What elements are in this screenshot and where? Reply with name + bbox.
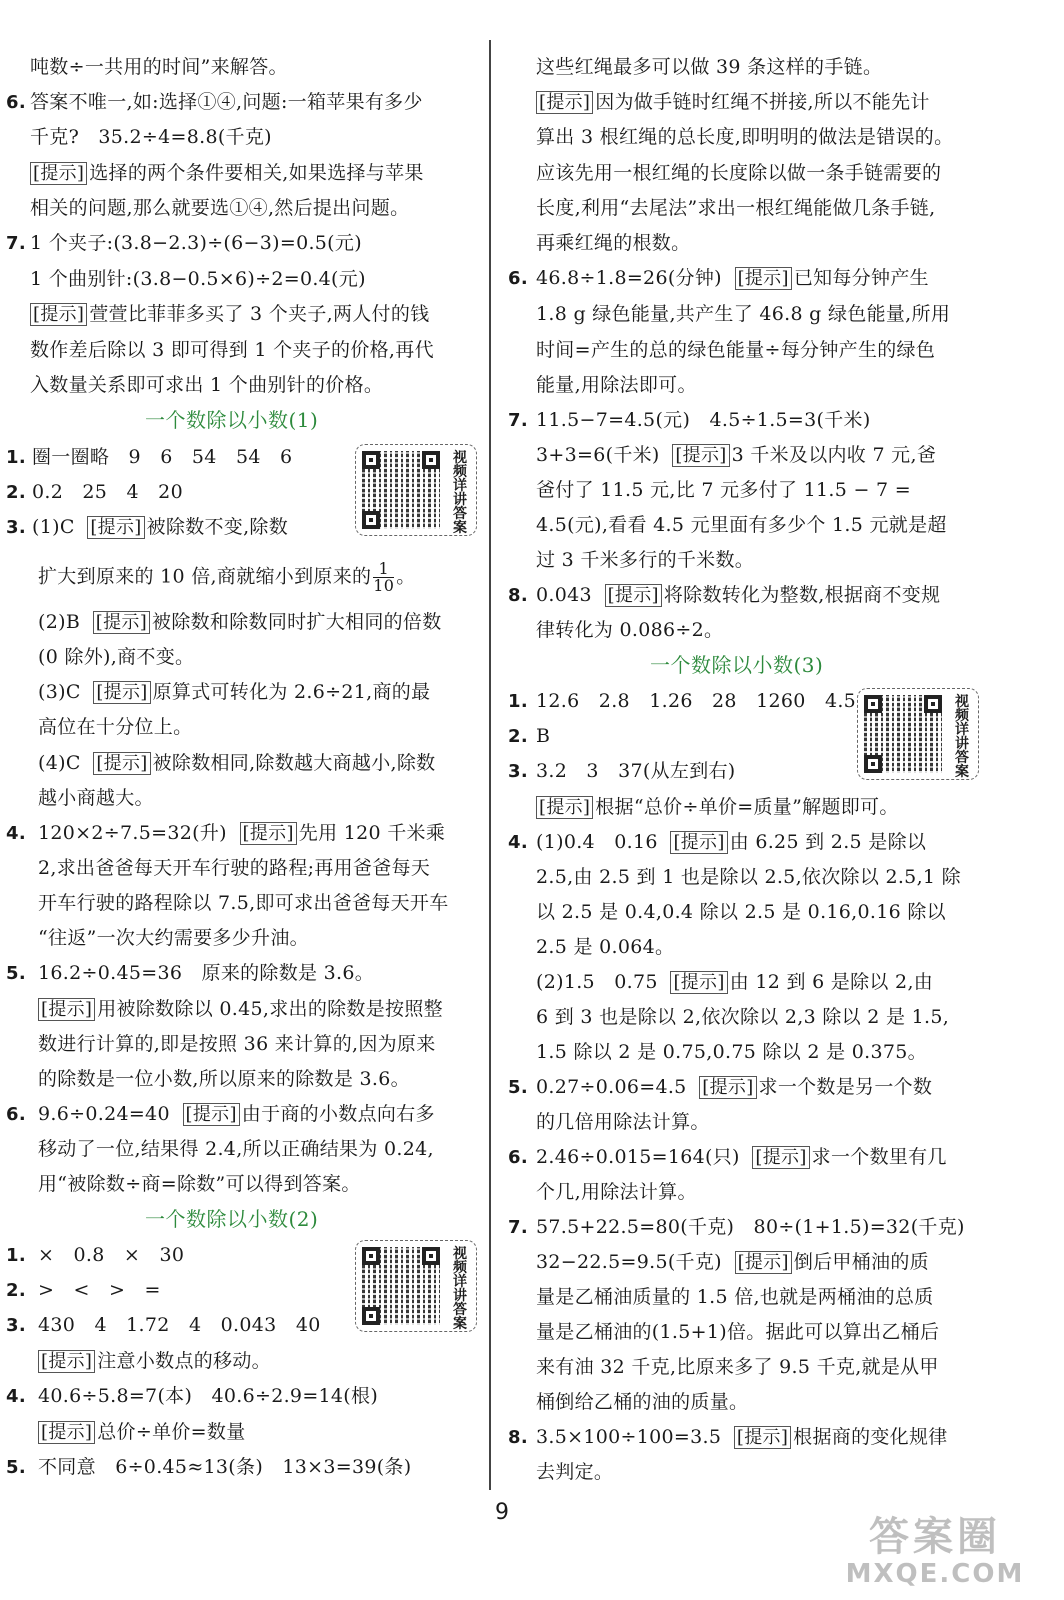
qr-finder bbox=[422, 451, 440, 469]
text-line: 爸付了 11.5 元,比 7 元多付了 11.5 − 7 = bbox=[536, 479, 911, 501]
text-line: 长度,利用“去尾法”求出一根红绳能做几条手链, bbox=[536, 197, 936, 219]
text-line: 越小商越大。 bbox=[38, 787, 154, 809]
text-line: 0.27÷0.06=4.5 bbox=[536, 1076, 687, 1098]
text-line: 先用 120 千米乘 bbox=[298, 822, 446, 844]
hint-line bbox=[536, 583, 940, 608]
hint-line bbox=[38, 610, 442, 635]
hint-label: [提示] bbox=[93, 681, 150, 704]
hint-line bbox=[536, 1250, 929, 1275]
hint-line bbox=[536, 795, 899, 820]
watermark bbox=[830, 1515, 1040, 1595]
question-number: 4. bbox=[508, 832, 528, 853]
hint-label: [提示] bbox=[93, 611, 150, 634]
text-line: (3)C bbox=[38, 681, 81, 703]
hint-line bbox=[536, 1425, 948, 1450]
qr-finder bbox=[924, 695, 942, 713]
hint-label: [提示] bbox=[735, 1251, 792, 1274]
watermark-logo: 答案圈 bbox=[869, 1514, 1001, 1560]
text-line: 的几倍用除法计算。 bbox=[536, 1111, 710, 1133]
text-line: 求一个数里有几 bbox=[811, 1146, 947, 1168]
text-line: 不同意 6÷0.45≈13(条) 13×3=39(条) bbox=[38, 1456, 412, 1478]
hint-label: [提示] bbox=[30, 162, 87, 185]
watermark-url: MXQE.COM bbox=[845, 1559, 1025, 1589]
text-line: 被除数相同,除数越大商越小,除数 bbox=[152, 752, 436, 774]
text-line: 移动了一位,结果得 2.4,所以正确结果为 0.24, bbox=[38, 1138, 434, 1160]
qr-finder bbox=[362, 451, 380, 469]
text-line: 16.2÷0.45=36 原来的除数是 3.6。 bbox=[38, 962, 375, 984]
hint-label: [提示] bbox=[536, 91, 593, 114]
text-line: 相关的问题,那么就要选①④,然后提出问题。 bbox=[30, 197, 410, 219]
section-title: 一个数除以小数(1) bbox=[145, 408, 319, 432]
text-line: 来有油 32 千克,比原来多了 9.5 千克,就是从甲 bbox=[536, 1356, 939, 1378]
fraction-line: 扩大到原来的 10 倍,商就缩小到原来的 $\frac{1}{10}$ 。 bbox=[38, 559, 416, 595]
text-line: 46.8÷1.8=26(分钟) bbox=[536, 267, 722, 289]
text-line: 吨数÷一共用的时间”来解答。 bbox=[30, 56, 288, 78]
text-line: 2.5 是 0.064。 bbox=[536, 936, 675, 958]
section-title: 一个数除以小数(3) bbox=[650, 653, 824, 677]
question-number: 3. bbox=[6, 517, 26, 538]
question-number: 2. bbox=[6, 1280, 26, 1301]
question-number: 7. bbox=[6, 233, 26, 254]
text-line: 3 千米及以内收 7 元,爸 bbox=[731, 444, 937, 466]
text-line: 由 6.25 到 2.5 是除以 bbox=[729, 831, 927, 853]
page-number: 9 bbox=[495, 1500, 509, 1525]
hint-label: [提示] bbox=[93, 752, 150, 775]
question-number: 1. bbox=[6, 1245, 26, 1266]
text-line: (2)B bbox=[38, 611, 81, 633]
text-line: 40.6÷5.8=7(本) 40.6÷2.9=14(根) bbox=[38, 1385, 379, 1407]
text-line: 桶倒给乙桶的油的质量。 bbox=[536, 1391, 749, 1413]
text-line: 过 3 千米多行的千米数。 bbox=[536, 549, 755, 571]
question-number: 2. bbox=[508, 726, 528, 747]
hint-label: [提示] bbox=[752, 1146, 809, 1169]
text-line: 根据“总价÷单价=质量”解题即可。 bbox=[595, 796, 899, 818]
text-line: 扩大到原来的 10 倍,商就缩小到原来的 bbox=[38, 565, 372, 588]
question-number: 6. bbox=[6, 1104, 26, 1125]
text-line: 的除数是一位小数,所以原来的除数是 3.6。 bbox=[38, 1068, 410, 1090]
text-line: 求一个数是另一个数 bbox=[758, 1076, 933, 1098]
question-number: 8. bbox=[508, 585, 528, 606]
hint-line bbox=[536, 970, 933, 995]
question-number: 2. bbox=[6, 482, 26, 503]
hint-label: [提示] bbox=[672, 444, 729, 467]
question-number: 7. bbox=[508, 1217, 528, 1238]
text-line: 因为做手链时红绳不拼接,所以不能先计 bbox=[595, 91, 930, 113]
text-line: 1.8 g 绿色能量,共产生了 46.8 g 绿色能量,所用 bbox=[536, 303, 951, 325]
text-line: 应该先用一根红绳的长度除以做一条手链需要的 bbox=[536, 162, 942, 184]
hint-line bbox=[38, 821, 445, 846]
text-line: (4)C bbox=[38, 752, 81, 774]
hint-label: [提示] bbox=[735, 267, 792, 290]
text-line: 被除数和除数同时扩大相同的倍数 bbox=[152, 611, 442, 633]
hint-label: [提示] bbox=[183, 1103, 240, 1126]
hint-label: [提示] bbox=[240, 822, 297, 845]
text-line: 原算式可转化为 2.6÷21,商的最 bbox=[152, 681, 431, 703]
qr-code[interactable] bbox=[355, 1240, 477, 1332]
text-line: 这些红绳最多可以做 39 条这样的手链。 bbox=[536, 56, 883, 78]
text-line: 用被除数除以 0.45,求出的除数是按照整 bbox=[97, 998, 443, 1020]
text-line: 千克? 35.2÷4=8.8(千克) bbox=[30, 126, 272, 148]
section-title: 一个数除以小数(2) bbox=[145, 1207, 319, 1231]
text-line: B bbox=[536, 725, 551, 747]
question-number: 4. bbox=[6, 1386, 26, 1407]
hint-line bbox=[536, 1075, 932, 1100]
hint-label: [提示] bbox=[38, 1421, 95, 1444]
text-line: 0.043 bbox=[536, 584, 592, 606]
fraction-numerator: 1 bbox=[373, 561, 394, 578]
text-line: 注意小数点的移动。 bbox=[97, 1350, 271, 1372]
hint-line bbox=[38, 1349, 271, 1374]
text-line: 被除数不变,除数 bbox=[146, 516, 289, 538]
qr-finder bbox=[422, 1247, 440, 1265]
qr-code[interactable] bbox=[857, 688, 979, 780]
text-line: 数作差后除以 3 即可得到 1 个夹子的价格,再代 bbox=[30, 339, 434, 361]
question-number: 1. bbox=[6, 447, 26, 468]
hint-line bbox=[38, 1102, 435, 1127]
question-number: 6. bbox=[6, 92, 26, 113]
text-line: 倒后甲桶油的质 bbox=[793, 1251, 929, 1273]
text-line: 能量,用除法即可。 bbox=[536, 374, 697, 396]
text-line: 3.2 3 37(从左到右) bbox=[536, 760, 736, 782]
column-divider bbox=[489, 40, 491, 1490]
text-line: 萱萱比菲菲多买了 3 个夹子,两人付的钱 bbox=[89, 303, 430, 325]
question-number: 5. bbox=[508, 1077, 528, 1098]
text-line: (0 除外),商不变。 bbox=[38, 646, 195, 668]
text-line: 11.5−7=4.5(元) 4.5÷1.5=3(千米) bbox=[536, 409, 871, 431]
text-line: 57.5+22.5=80(千克) 80÷(1+1.5)=32(千克) bbox=[536, 1216, 965, 1238]
question-number: 6. bbox=[508, 268, 528, 289]
text-line: 1 个夹子:(3.8−2.3)÷(6−3)=0.5(元) bbox=[30, 232, 362, 254]
text-line: 2.5,由 2.5 到 1 也是除以 2.5,依次除以 2.5,1 除 bbox=[536, 866, 961, 888]
text-line: 再乘红绳的根数。 bbox=[536, 232, 691, 254]
text-line: 0.2 25 4 20 bbox=[32, 481, 183, 503]
hint-line bbox=[30, 161, 424, 186]
text-line: 选择的两个条件要相关,如果选择与苹果 bbox=[89, 162, 424, 184]
text-line: 个几,用除法计算。 bbox=[536, 1181, 697, 1203]
text-line: 9.6÷0.24=40 bbox=[38, 1103, 170, 1125]
text-line: (1)C bbox=[32, 516, 75, 538]
text-line: 将除数转化为整数,根据商不变规 bbox=[663, 584, 941, 606]
text-line: (1)0.4 0.16 bbox=[536, 831, 658, 853]
hint-line bbox=[38, 1420, 246, 1445]
text-line: 1 个曲别针:(3.8−0.5×6)÷2=0.4(元) bbox=[30, 268, 366, 290]
hint-line bbox=[536, 90, 930, 115]
question-number: 3. bbox=[6, 1315, 26, 1336]
question-number: 8. bbox=[508, 1427, 528, 1448]
text-line: 1.5 除以 2 是 0.75,0.75 除以 2 是 0.375。 bbox=[536, 1041, 927, 1063]
question-number: 5. bbox=[6, 963, 26, 984]
hint-label: [提示] bbox=[87, 516, 144, 539]
hint-line bbox=[536, 443, 936, 468]
hint-line bbox=[30, 302, 429, 327]
text-line: 4.5(元),看看 4.5 元里面有多少个 1.5 元就是超 bbox=[536, 514, 947, 536]
qr-code[interactable] bbox=[355, 444, 477, 536]
qr-label: 视频详讲答案 bbox=[453, 450, 467, 536]
text-line: 430 4 1.72 4 0.043 40 bbox=[38, 1314, 321, 1336]
text-line: 开车行驶的路程除以 7.5,即可求出爸爸每天开车 bbox=[38, 892, 449, 914]
hint-line bbox=[38, 751, 435, 776]
hint-label: [提示] bbox=[38, 1350, 95, 1373]
hint-line bbox=[38, 680, 430, 705]
text-line: 去判定。 bbox=[536, 1461, 614, 1483]
text-line: (2)1.5 0.75 bbox=[536, 971, 658, 993]
text-line: 根据商的变化规律 bbox=[793, 1426, 948, 1448]
qr-finder bbox=[362, 511, 380, 529]
question-number: 4. bbox=[6, 823, 26, 844]
text-line: 算出 3 根红绳的总长度,即明明的做法是错误的。 bbox=[536, 126, 954, 148]
text-line: 时间=产生的总的绿色能量÷每分钟产生的绿色 bbox=[536, 339, 936, 361]
hint-line bbox=[536, 266, 929, 291]
question-number: 3. bbox=[508, 761, 528, 782]
text-line: > < > = bbox=[38, 1279, 161, 1301]
text-line: “往返”一次大约需要多少升油。 bbox=[38, 927, 309, 949]
hint-line bbox=[32, 515, 288, 540]
text-line: 入数量关系即可求出 1 个曲别针的价格。 bbox=[30, 374, 384, 396]
hint-line bbox=[38, 997, 443, 1022]
question-number: 6. bbox=[508, 1147, 528, 1168]
hint-line bbox=[536, 1145, 947, 1170]
hint-label: [提示] bbox=[734, 1426, 791, 1449]
text-line: 圈一圈略 9 6 54 54 6 bbox=[32, 446, 293, 468]
text-line: 3+3=6(千米) bbox=[536, 444, 660, 466]
hint-label: [提示] bbox=[30, 303, 87, 326]
text-line: 已知每分钟产生 bbox=[793, 267, 929, 289]
text-line: 3.5×100÷100=3.5 bbox=[536, 1426, 722, 1448]
hint-label: [提示] bbox=[605, 584, 662, 607]
question-number: 5. bbox=[6, 1457, 26, 1478]
fraction bbox=[373, 561, 394, 594]
text-line: 律转化为 0.086÷2。 bbox=[536, 619, 724, 641]
text-line: 以 2.5 是 0.4,0.4 除以 2.5 是 0.16,0.16 除以 bbox=[536, 901, 946, 923]
text-line: 2.46÷0.015=164(只) bbox=[536, 1146, 740, 1168]
text-line: 12.6 2.8 1.26 28 1260 4.5 bbox=[536, 690, 857, 712]
text-line: 32−22.5=9.5(千克) bbox=[536, 1251, 722, 1273]
text-line: 由 12 到 6 是除以 2,由 bbox=[729, 971, 934, 993]
text-line: × 0.8 × 30 bbox=[38, 1244, 185, 1266]
text-line: 高位在十分位上。 bbox=[38, 716, 193, 738]
hint-label: [提示] bbox=[670, 831, 727, 854]
hint-label: [提示] bbox=[699, 1076, 756, 1099]
hint-label: [提示] bbox=[670, 971, 727, 994]
text-line: 答案不唯一,如:选择①④,问题:一箱苹果有多少 bbox=[30, 91, 423, 113]
qr-finder bbox=[362, 1307, 380, 1325]
question-number: 1. bbox=[508, 691, 528, 712]
qr-finder bbox=[362, 1247, 380, 1265]
text-line: 120×2÷7.5=32(升) bbox=[38, 822, 227, 844]
qr-label: 视频详讲答案 bbox=[453, 1246, 467, 1332]
qr-label: 视频详讲答案 bbox=[955, 694, 969, 780]
text-line: 总价÷单价=数量 bbox=[97, 1421, 246, 1443]
hint-label: [提示] bbox=[38, 998, 95, 1021]
qr-finder bbox=[864, 695, 882, 713]
question-number: 7. bbox=[508, 410, 528, 431]
qr-finder bbox=[864, 755, 882, 773]
text-line: 用“被除数÷商=除数”可以得到答案。 bbox=[38, 1173, 361, 1195]
hint-line bbox=[536, 830, 926, 855]
text-line: 量是乙桶油质量的 1.5 倍,也就是两桶油的总质 bbox=[536, 1286, 934, 1308]
hint-label: [提示] bbox=[536, 796, 593, 819]
text-line: 6 到 3 也是除以 2,依次除以 2,3 除以 2 是 1.5, bbox=[536, 1006, 950, 1028]
text-line: 2,求出爸爸每天开车行驶的路程;再用爸爸每天 bbox=[38, 857, 431, 879]
text-line: 由于商的小数点向右多 bbox=[241, 1103, 435, 1125]
text-line: 数进行计算的,即是按照 36 来计算的,因为原来 bbox=[38, 1033, 436, 1055]
text-line: 量是乙桶油的(1.5+1)倍。据此可以算出乙桶后 bbox=[536, 1321, 940, 1343]
fraction-denominator: 10 bbox=[373, 576, 395, 595]
